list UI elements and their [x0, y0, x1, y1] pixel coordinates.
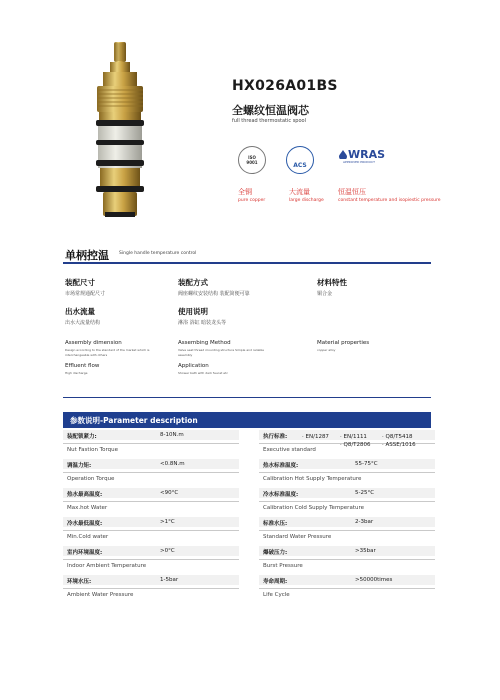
section-title-en: Single handle temperature control	[119, 251, 197, 256]
parameter-row-divider	[63, 443, 239, 444]
parameter-value: >35bar	[355, 548, 376, 554]
parameter-label-en: Nut Fastion Torque	[67, 447, 118, 453]
section-divider	[63, 397, 431, 398]
parameter-label-en: Burst Pressure	[263, 563, 303, 569]
parameter-title: 参数说明-Parameter description	[70, 416, 198, 425]
parameter-label-cn: 热水标准温度:	[263, 463, 299, 469]
spec-label-en: Assembing Method	[178, 340, 231, 346]
parameter-label-cn: 热水最高温度:	[67, 492, 103, 498]
parameter-label-cn: 室内环境温度:	[67, 550, 103, 556]
feature-en-discharge: large discharge	[289, 198, 324, 203]
parameter-label-en: Ambient Water Pressure	[67, 592, 134, 598]
parameter-row-divider	[259, 530, 435, 531]
parameter-row-divider	[63, 530, 239, 531]
parameter-value: >0°C	[160, 548, 175, 554]
spec-label-cn: 装配方式	[178, 278, 208, 287]
parameter-row-divider	[63, 472, 239, 473]
product-title-en: full thread thermostatic spool	[232, 118, 306, 124]
parameter-value: 5-25°C	[355, 490, 375, 496]
wras-subtitle: APPROVED PRODUCT	[343, 160, 375, 164]
feature-cn-discharge: 大流量	[289, 188, 310, 196]
parameter-label-cn: 寿命周期:	[263, 579, 288, 585]
parameter-row-divider	[63, 501, 239, 502]
spec-label-cn: 使用说明	[178, 307, 208, 316]
parameter-value: >1°C	[160, 519, 175, 525]
wras-drop-icon	[338, 150, 348, 159]
spec-value-en: Shower bath with dark faucet etc	[178, 371, 228, 375]
parameter-row-divider	[63, 559, 239, 560]
parameter-label-cn: 冷水标准温度:	[263, 492, 299, 498]
product-title-cn: 全螺纹恒温阀芯	[232, 104, 309, 117]
parameter-value: >50000times	[355, 577, 393, 583]
parameter-label-en: Calibration Cold Supply Temperature	[263, 505, 364, 511]
parameter-label-cn: 执行标准:	[263, 434, 288, 440]
parameter-row-divider	[63, 588, 239, 589]
standard-item: · Q8/T2806	[340, 442, 371, 448]
spec-value-en: Design according to the standard of the market which is interchangeable with others	[65, 348, 150, 357]
spec-label-cn: 材料特性	[317, 278, 347, 287]
parameter-label-en: Min.Cold water	[67, 534, 109, 540]
spec-label-en: Effluent flow	[65, 363, 100, 369]
spec-label-en: Material properties	[317, 340, 370, 346]
parameter-label-cn: 装配锁紧力:	[67, 434, 97, 440]
spec-label-en: Assembly dimension	[65, 340, 122, 346]
spec-value-cn: 淋浴 浴缸 暗装龙头等	[178, 320, 227, 326]
standard-item: · ASSE/1016	[382, 442, 416, 448]
spec-value-cn: 铜合金	[317, 291, 333, 297]
feature-cn-constant: 恒温恒压	[338, 188, 366, 196]
feature-cn-copper: 全铜	[238, 188, 252, 196]
spec-label-cn: 装配尺寸	[65, 278, 95, 287]
parameter-label-en: Operation Torque	[67, 476, 115, 482]
spec-value-cn: 出水大流量结构	[65, 320, 101, 326]
standard-item: · EN/1287	[302, 434, 329, 440]
parameter-row-divider	[259, 501, 435, 502]
parameter-label-cn: 环境水压:	[67, 579, 92, 585]
parameter-value: 55-75°C	[355, 461, 378, 467]
parameter-label-en: Calibration Hot Supply Temperature	[263, 476, 362, 482]
model-number: HX026A01BS	[232, 78, 338, 94]
spec-value-en: copper alloy	[317, 348, 336, 352]
parameter-label-cn: 调温力矩:	[67, 463, 92, 469]
parameter-label-en: Indoor Ambient Temperature	[67, 563, 147, 569]
parameter-value: <0.8N.m	[160, 461, 185, 467]
spec-value-en: Valve seat thread mounting structure Simple and reliable assembly	[178, 348, 265, 357]
section-title-cn: 单柄控温	[65, 249, 109, 262]
wras-logo: WRAS	[348, 148, 386, 161]
product-cartridge-image	[85, 40, 155, 225]
spec-value-cn: 阀座螺纹安装结构 装配简便可靠	[178, 291, 250, 297]
parameter-value: 1-5bar	[160, 577, 179, 583]
parameter-label-en: Executive standard	[263, 447, 316, 453]
parameter-label-en: Life Cycle	[263, 592, 290, 598]
spec-value-cn: 市场常规通配尺寸	[65, 291, 106, 297]
standard-item: · Q8/T5418	[382, 434, 413, 440]
parameter-row-divider	[259, 559, 435, 560]
parameter-label-en: Standard Water Pressure	[263, 534, 332, 540]
parameter-label-cn: 冷水最低温度:	[67, 521, 103, 527]
parameter-value: 2-3bar	[355, 519, 374, 525]
iso-9001-logo: ISO 9001	[238, 146, 266, 174]
parameter-value: 8-10N.m	[160, 432, 184, 438]
feature-en-constant: constant temperature and isopiestic pressure	[338, 198, 441, 203]
parameter-label-cn: 标准水压:	[263, 521, 288, 527]
parameter-row-divider	[259, 588, 435, 589]
parameter-row-divider	[259, 472, 435, 473]
spec-label-en: Application	[178, 363, 209, 369]
acs-logo: ACS	[286, 146, 314, 174]
spec-value-en: High discharge	[65, 371, 88, 375]
parameter-value: <90°C	[160, 490, 179, 496]
standard-item: · EN/1111	[340, 434, 367, 440]
feature-en-copper: pure copper	[238, 198, 266, 203]
parameter-label-en: Max.hot Water	[67, 505, 108, 511]
section-divider	[63, 262, 431, 264]
spec-label-cn: 出水流量	[65, 307, 95, 316]
parameter-label-cn: 爆破压力:	[263, 550, 288, 556]
